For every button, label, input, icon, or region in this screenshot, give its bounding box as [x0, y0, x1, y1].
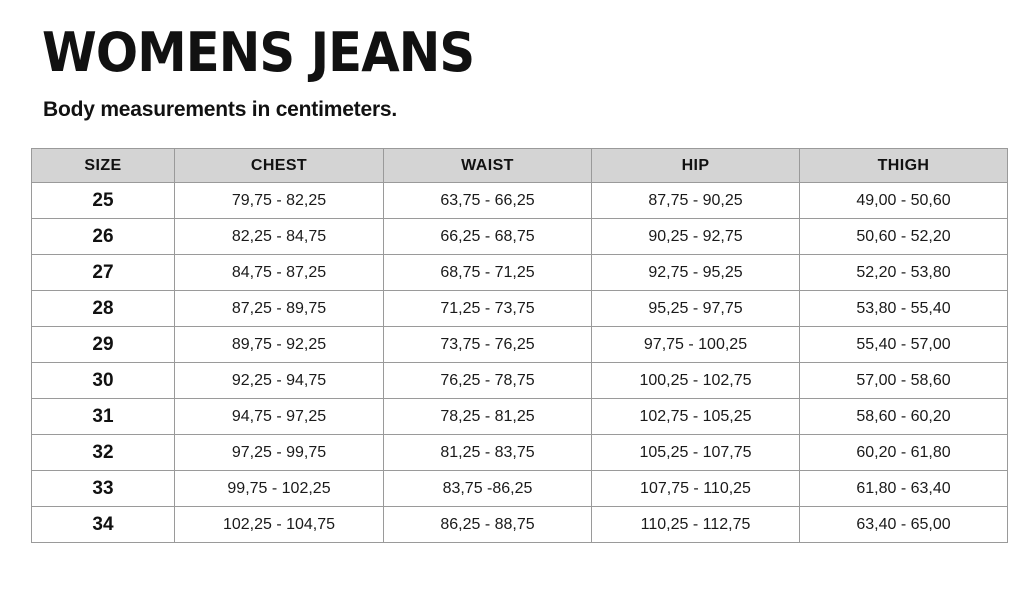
- cell-chest: 94,75 - 97,25: [175, 399, 384, 435]
- cell-hip: 87,75 - 90,25: [592, 183, 800, 219]
- table-row: [32, 507, 1008, 543]
- table-row: [32, 363, 1008, 399]
- cell-thigh: 63,40 - 65,00: [800, 507, 1008, 543]
- cell-size: 27: [32, 255, 175, 291]
- table-row: [32, 399, 1008, 435]
- cell-thigh: 53,80 - 55,40: [800, 291, 1008, 327]
- cell-waist: 83,75 -86,25: [384, 471, 592, 507]
- cell-waist: 76,25 - 78,75: [384, 363, 592, 399]
- cell-chest: 87,25 - 89,75: [175, 291, 384, 327]
- page-subtitle: Body measurements in centimeters.: [43, 98, 398, 121]
- cell-hip: 90,25 - 92,75: [592, 219, 800, 255]
- cell-size: 32: [32, 435, 175, 471]
- cell-chest: 97,25 - 99,75: [175, 435, 384, 471]
- cell-thigh: 61,80 - 63,40: [800, 471, 1008, 507]
- cell-size: 31: [32, 399, 175, 435]
- cell-thigh: 58,60 - 60,20: [800, 399, 1008, 435]
- table-header: [32, 149, 1008, 183]
- cell-size: 29: [32, 327, 175, 363]
- cell-chest: 92,25 - 94,75: [175, 363, 384, 399]
- cell-chest: 99,75 - 102,25: [175, 471, 384, 507]
- cell-size: 30: [32, 363, 175, 399]
- cell-chest: 84,75 - 87,25: [175, 255, 384, 291]
- cell-thigh: 55,40 - 57,00: [800, 327, 1008, 363]
- table-header-row: [32, 149, 1008, 183]
- size-chart-table: [31, 148, 1008, 543]
- cell-chest: 89,75 - 92,25: [175, 327, 384, 363]
- cell-hip: 102,75 - 105,25: [592, 399, 800, 435]
- column-header-size: SIZE: [32, 149, 175, 183]
- cell-thigh: 49,00 - 50,60: [800, 183, 1008, 219]
- cell-hip: 95,25 - 97,75: [592, 291, 800, 327]
- column-header-hip: HIP: [592, 149, 800, 183]
- cell-waist: 73,75 - 76,25: [384, 327, 592, 363]
- cell-hip: 110,25 - 112,75: [592, 507, 800, 543]
- column-header-thigh: THIGH: [800, 149, 1008, 183]
- cell-hip: 92,75 - 95,25: [592, 255, 800, 291]
- cell-size: 28: [32, 291, 175, 327]
- cell-hip: 105,25 - 107,75: [592, 435, 800, 471]
- cell-chest: 102,25 - 104,75: [175, 507, 384, 543]
- page-title: WOMENS JEANS: [42, 21, 475, 84]
- cell-size: 26: [32, 219, 175, 255]
- column-header-waist: WAIST: [384, 149, 592, 183]
- cell-thigh: 60,20 - 61,80: [800, 435, 1008, 471]
- table-row: [32, 327, 1008, 363]
- cell-waist: 81,25 - 83,75: [384, 435, 592, 471]
- table-row: [32, 471, 1008, 507]
- cell-hip: 100,25 - 102,75: [592, 363, 800, 399]
- cell-hip: 97,75 - 100,25: [592, 327, 800, 363]
- cell-size: 33: [32, 471, 175, 507]
- cell-chest: 79,75 - 82,25: [175, 183, 384, 219]
- cell-thigh: 57,00 - 58,60: [800, 363, 1008, 399]
- table-row: [32, 183, 1008, 219]
- cell-waist: 66,25 - 68,75: [384, 219, 592, 255]
- cell-size: 25: [32, 183, 175, 219]
- cell-waist: 71,25 - 73,75: [384, 291, 592, 327]
- cell-chest: 82,25 - 84,75: [175, 219, 384, 255]
- column-header-chest: CHEST: [175, 149, 384, 183]
- cell-size: 34: [32, 507, 175, 543]
- cell-waist: 68,75 - 71,25: [384, 255, 592, 291]
- cell-waist: 86,25 - 88,75: [384, 507, 592, 543]
- cell-hip: 107,75 - 110,25: [592, 471, 800, 507]
- cell-thigh: 50,60 - 52,20: [800, 219, 1008, 255]
- table-row: [32, 219, 1008, 255]
- table-row: [32, 291, 1008, 327]
- table-row: [32, 435, 1008, 471]
- table-body: [32, 183, 1008, 543]
- table-row: [32, 255, 1008, 291]
- cell-thigh: 52,20 - 53,80: [800, 255, 1008, 291]
- cell-waist: 78,25 - 81,25: [384, 399, 592, 435]
- cell-waist: 63,75 - 66,25: [384, 183, 592, 219]
